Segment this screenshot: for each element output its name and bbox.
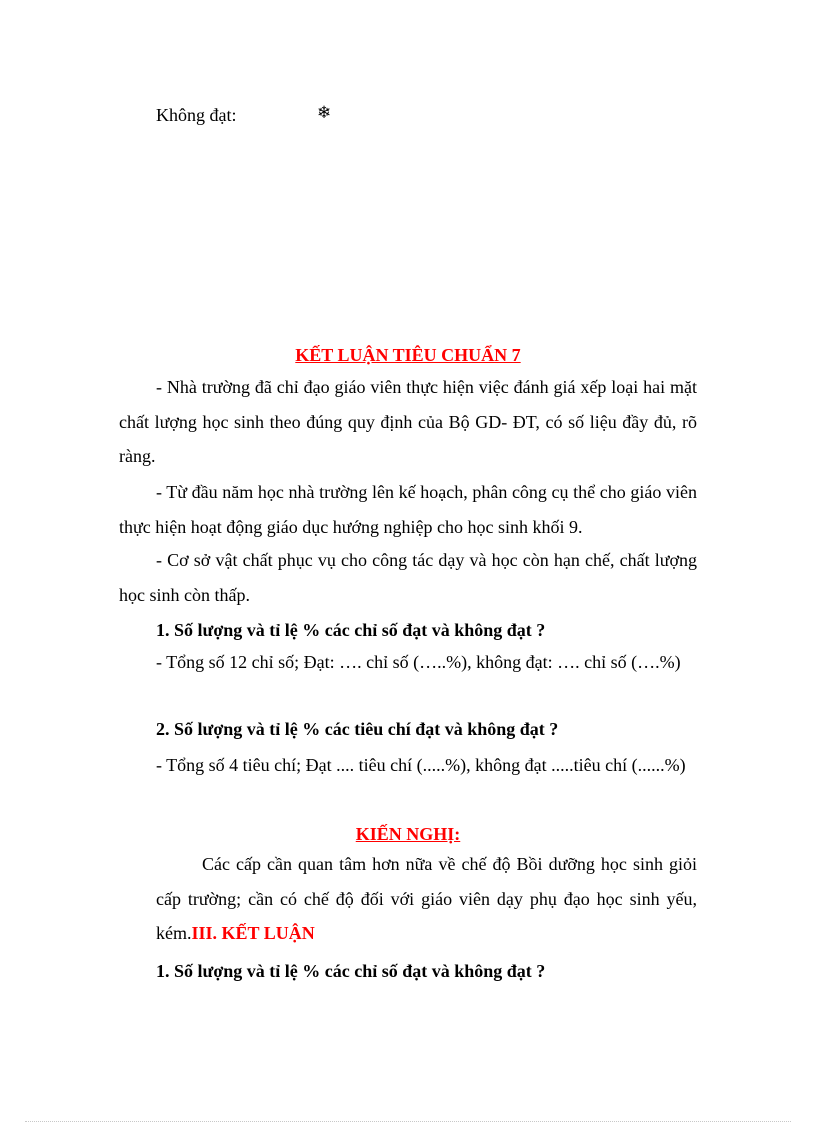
conclusion-paragraph-2: - Từ đầu năm học nhà trường lên kế hoạch, phân công cụ thể cho giáo viên thực hiện hoạt động giáo dục hướng nghiệp cho học sinh khối 9. xyxy=(119,482,697,537)
answer-indicators: - Tổng số 12 chỉ số; Đạt: …. chỉ số (…..%), không đạt: …. chỉ số (….%) xyxy=(156,652,681,672)
recommendation-paragraph xyxy=(156,847,697,951)
question-criteria: 2. Số lượng và tỉ lệ % các tiêu chí đạt và không đạt ? xyxy=(156,719,559,739)
conclusion-heading: KẾT LUẬN TIÊU CHUẨN 7 xyxy=(295,345,521,365)
recommendation-heading: KIẾN NGHỊ: xyxy=(355,824,461,844)
final-question-indicators: 1. Số lượng và tỉ lệ % các chỉ số đạt và không đạt ? xyxy=(156,961,546,981)
question-indicators: 1. Số lượng và tỉ lệ % các chỉ số đạt và không đạt ? xyxy=(156,620,546,640)
conclusion-paragraph-1: - Nhà trường đã chỉ đạo giáo viên thực hiện việc đánh giá xếp loại hai mặt chất lượng học sinh theo đúng quy định của Bộ GD- ĐT, có số liệu đầy đủ, rõ ràng. xyxy=(119,377,697,466)
not-achieved-label: Không đạt: xyxy=(156,105,237,125)
page-bottom-divider xyxy=(25,1121,791,1122)
answer-criteria: - Tổng số 4 tiêu chí; Đạt .... tiêu chí (.....%), không đạt .....tiêu chí (......%) xyxy=(156,755,686,775)
section-title-conclusion: III. KẾT LUẬN xyxy=(191,923,315,943)
snowflake-icon: ❄ xyxy=(317,103,332,123)
conclusion-paragraph-3: - Cơ sở vật chất phục vụ cho công tác dạy và học còn hạn chế, chất lượng học sinh còn thấp. xyxy=(119,550,697,605)
recommendation-text: Các cấp cần quan tâm hơn nữa về chế độ Bồi dưỡng học sinh giỏi cấp trường; cần có chế độ đối với giáo viên dạy phụ đạo học sinh yếu, kém. xyxy=(156,854,697,943)
